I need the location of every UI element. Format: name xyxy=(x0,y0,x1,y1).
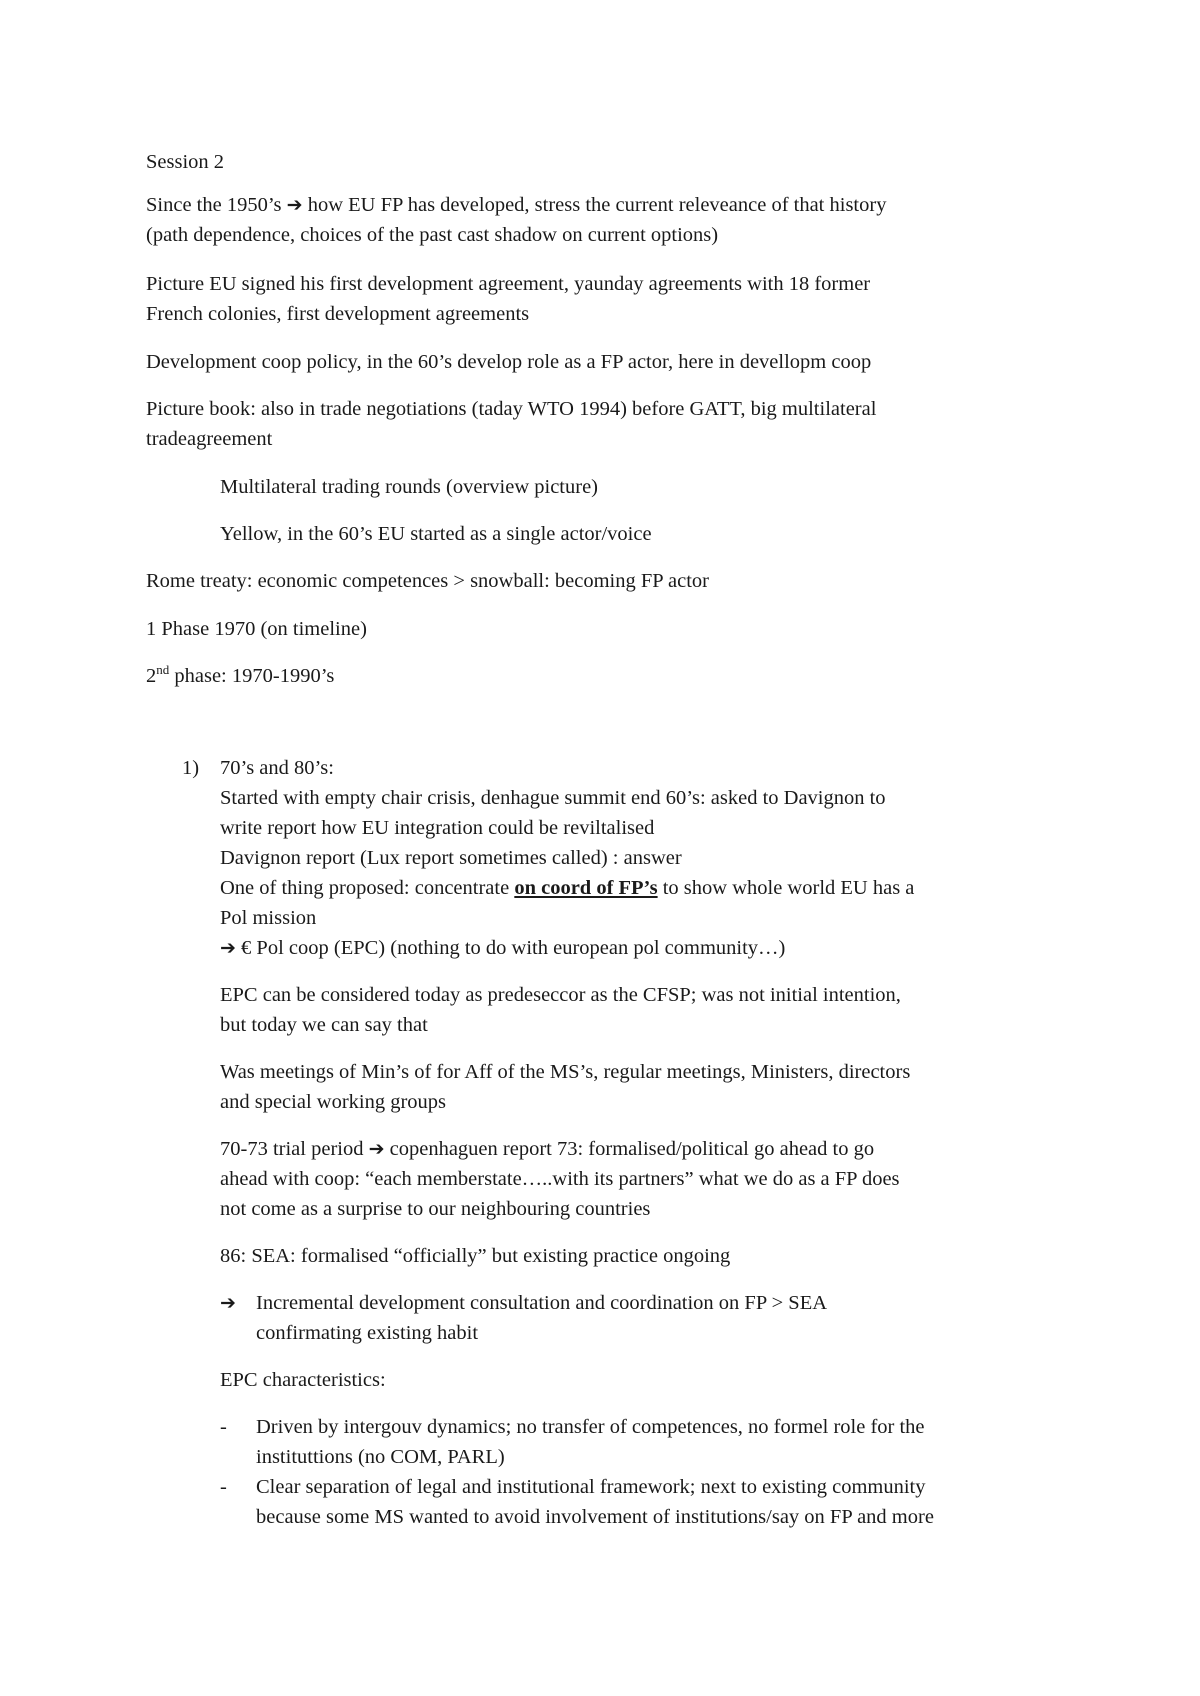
indented-line: but today we can say that xyxy=(220,1014,428,1036)
text-segment: Since the 1950’s xyxy=(146,194,282,216)
list-line: Pol mission xyxy=(220,907,317,929)
indented-line: Was meetings of Min’s of for Aff of the MS’s, regular meetings, Ministers, directors xyxy=(220,1061,911,1083)
indented-line: Incremental development consultation and coordination on FP > SEA xyxy=(256,1292,828,1314)
bullet-line: Clear separation of legal and institutional framework; next to existing community xyxy=(256,1476,926,1498)
paragraph-line: French colonies, first development agreements xyxy=(146,303,530,325)
paragraph-line: Picture EU signed his first development agreement, yaunday agreements with 18 former xyxy=(146,273,871,295)
indented-line: Multilateral trading rounds (overview picture) xyxy=(220,476,598,498)
text-segment: € Pol coop (EPC) (nothing to do with european pol community…) xyxy=(241,937,786,959)
bullet-dash: - xyxy=(220,1476,227,1498)
indented-line: not come as a surprise to our neighbouring countries xyxy=(220,1198,651,1220)
indented-line: 86: SEA: formalised “officially” but existing practice ongoing xyxy=(220,1245,731,1267)
section-title: EPC characteristics: xyxy=(220,1369,386,1391)
text-segment: 70-73 trial period xyxy=(220,1138,364,1160)
session-heading: Session 2 xyxy=(146,151,225,173)
list-line: write report how EU integration could be reviltalised xyxy=(220,817,655,839)
paragraph-line: (path dependence, choices of the past cast shadow on current options) xyxy=(146,224,719,246)
bullet-line: instituttions (no COM, PARL) xyxy=(256,1446,505,1468)
bullet-line: because some MS wanted to avoid involvement of institutions/say on FP and more xyxy=(256,1506,934,1528)
bullet-line: Driven by intergouv dynamics; no transfer of competences, no formel role for the xyxy=(256,1416,925,1438)
text-segment: 2 xyxy=(146,665,157,687)
superscript: nd xyxy=(156,662,170,678)
paragraph-line: tradeagreement xyxy=(146,428,273,450)
indented-line xyxy=(220,1134,1062,1164)
right-arrow-icon: ➔ xyxy=(220,937,236,959)
text-segment: how EU FP has developed, stress the current releveance of that history xyxy=(307,194,887,216)
right-arrow-icon: ➔ xyxy=(368,1138,385,1160)
indented-line: confirmating existing habit xyxy=(256,1322,479,1344)
paragraph-line xyxy=(146,190,1062,220)
list-line: Started with empty chair crisis, denhague summit end 60’s: asked to Davignon to xyxy=(220,787,886,809)
list-line: Davignon report (Lux report sometimes called) : answer xyxy=(220,847,682,869)
indented-line: ahead with coop: “each memberstate…..with its partners” what we do as a FP does xyxy=(220,1168,900,1190)
paragraph-line: Development coop policy, in the 60’s develop role as a FP actor, here in devellopm coop xyxy=(146,351,872,373)
list-marker: 1) xyxy=(182,757,200,779)
text-segment: One of thing proposed: concentrate xyxy=(220,877,515,899)
text-segment: copenhaguen report 73: formalised/political go ahead to go xyxy=(389,1138,875,1160)
paragraph-line: Picture book: also in trade negotiations (taday WTO 1994) before GATT, big multilateral xyxy=(146,398,877,420)
list-line xyxy=(220,873,1062,903)
indented-line: and special working groups xyxy=(220,1091,447,1113)
right-arrow-icon: ➔ xyxy=(286,194,303,216)
paragraph-line: Rome treaty: economic competences > snowball: becoming FP actor xyxy=(146,570,710,592)
indented-line: Yellow, in the 60’s EU started as a single actor/voice xyxy=(220,523,652,545)
paragraph-line: 1 Phase 1970 (on timeline) xyxy=(146,618,367,640)
list-item-title: 70’s and 80’s: xyxy=(220,757,334,779)
list-line xyxy=(220,933,785,963)
text-segment: phase: 1970-1990’s xyxy=(169,665,335,687)
right-arrow-icon: ➔ xyxy=(220,1292,236,1314)
bullet-dash: - xyxy=(220,1416,227,1438)
paragraph-line xyxy=(146,661,334,691)
text-segment: to show whole world EU has a xyxy=(657,877,915,899)
emphasis-text: on coord of FP’s xyxy=(514,877,658,899)
indented-line: EPC can be considered today as predeseccor as the CFSP; was not initial intention, xyxy=(220,984,901,1006)
